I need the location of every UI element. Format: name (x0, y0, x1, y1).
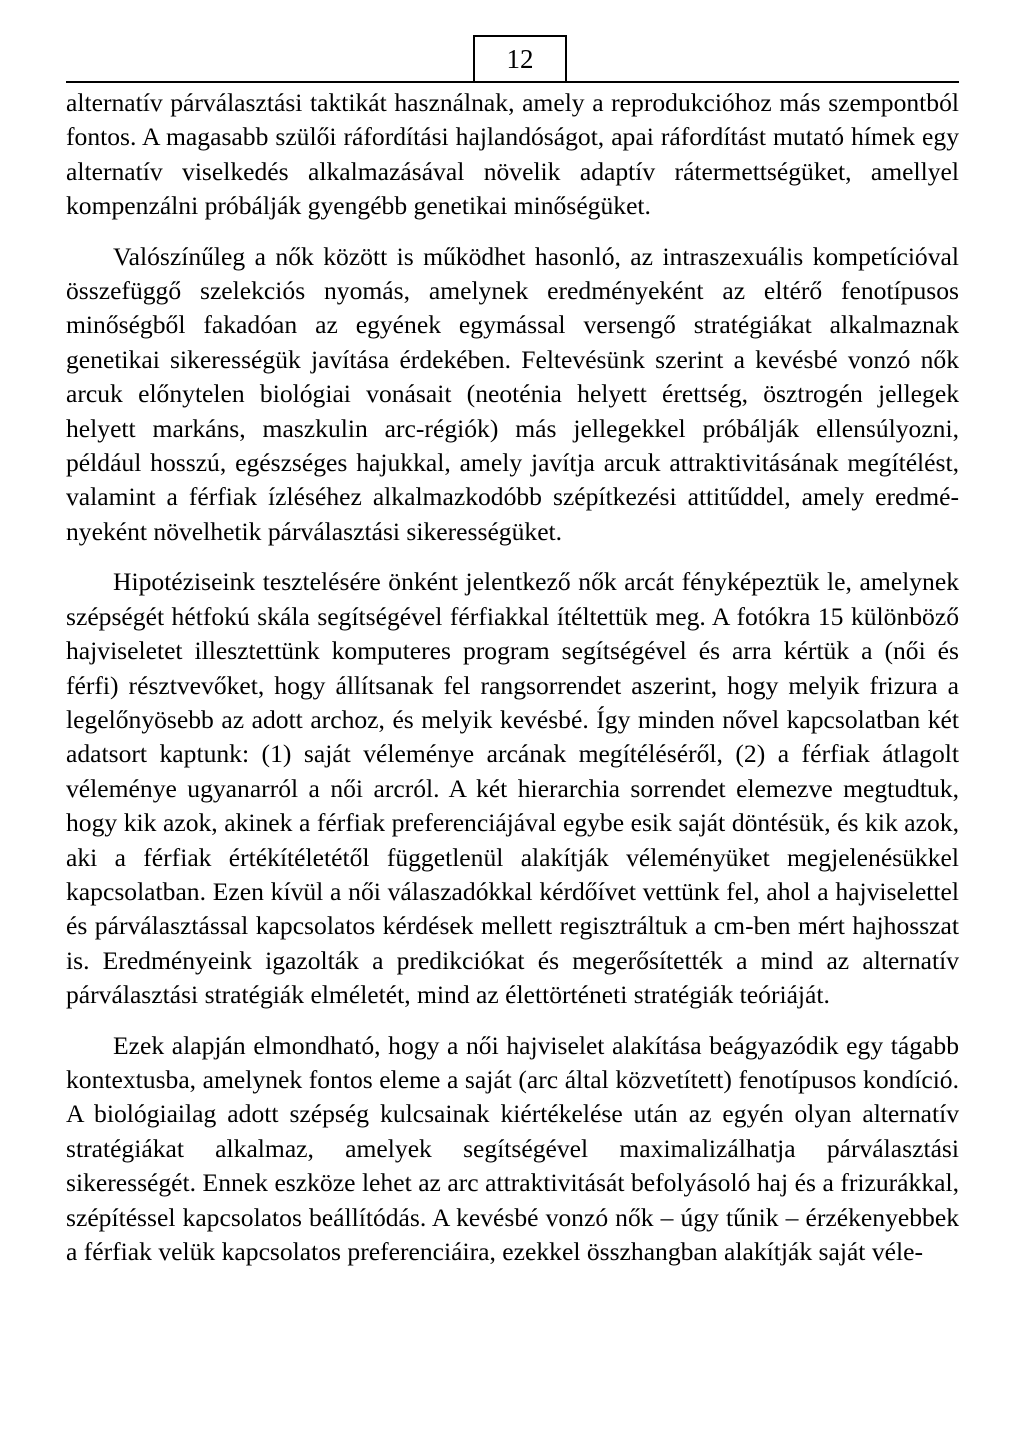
paragraph-continuation: alternatív párválasztási taktikát használnak, amely a reprodukcióhoz más szempontból fontos. A magasabb szülői ráfordítási hajlandóságot, apai ráfordítást mutató hímek egy alternatív viselkedés alkalmazásával növelik adaptív rátermettségüket, amellyel kompenzálni próbálják gyengébb genetikai minőségüket. (66, 88, 959, 221)
page-number-text: 12 (506, 43, 534, 74)
paragraph: Ezek alapján elmondható, hogy a női hajviselet alakítása beágyazódik egy tágabb kontextusba, amelynek fontos eleme a saját (arc által közvetített) fenotípusos kondíció. A biológiailag adott szépség kulcsainak kiértékelése után az egyén olyan alternatív stratégiákat alkalmaz, amelyek segítségével maximalizálhatja párválasztási sikerességét. Ennek eszköze lehet az arc attraktivitását befolyásoló haj és a frizurákkal, szépítéssel kapcsolatos beállítódás. A kevésbé vonzó nők – úgy tűnik – érzékenyebbek a férfiak velük kapcsolatos preferenciáira, ezekkel összhangban alakítják saját véle- (66, 1030, 959, 1266)
body-text (66, 86, 959, 1285)
paragraph: Hipotéziseink tesztelésére önként jelentkező nők arcát fényképeztük le, amelynek szépségét hétfokú skála segítségével férfiakkal ítéltettük meg. A fotókra 15 különböző hajviseletet illesztettünk komputeres program segítségével és arra kértük a (női és férfi) résztvevőket, hogy állítsanak fel rangsorrendet aszerint, hogy melyik frizura a legelőnyösebb az adott archoz, és melyik kevésbé. Így minden nővel kapcsolatban két adatsort kaptunk: (1) saját véleménye arcának megítéléséről, (2) a férfiak átlagolt véleménye ugyanarról a női arcról. A két hierarchia sorrendet elemezve megtudtuk, hogy kik azok, akinek a férfiak preferenciájával egybe esik saját döntésük, és kik azok, aki a férfiak értékítéletétől függetlenül alakítják véleményüket megjelenésükkel kapcsolatban. Ezen kívül a női válaszadókkal kérdőívet vettünk fel, ahol a hajviselettel és párválasztással kapcsolatos kérdések mellett regisztráltuk a cm-ben mért hajhosszat is. Eredményeink igazolták a predikciókat és megerősítették a mind az alternatív párválasztási stratégiák elméletét, mind az élettörténeti stratégiák teóriáját. (66, 567, 959, 1010)
paragraph: Valószínűleg a nők között is működhet hasonló, az intraszexuális kompetícióval összefüggő szelekciós nyomás, amelynek eredményeként az eltérő fenotípusos minőségből fakadóan az egyének egymással versengő stratégiákat alkalmaznak genetikai sikerességük javítása érdekében. Feltevésünk szerint a kevésbé vonzó nők arcuk előnytelen biológiai vonásait (neoténia helyett érettség, ösztrogén jellegek helyett markáns, maszkulin arc-régiók) más jellegekkel próbálják ellensúlyozni, például hosszú, egészséges hajukkal, amely javítja arcuk attraktivitásának megítélést, valamint a férfiak ízléséhez alkalmazkodóbb szépítkezési attitűddel, amely eredményeként növelhetik párválasztási sikerességüket. (66, 241, 959, 546)
page-number (473, 35, 567, 81)
header-rule (66, 81, 959, 83)
